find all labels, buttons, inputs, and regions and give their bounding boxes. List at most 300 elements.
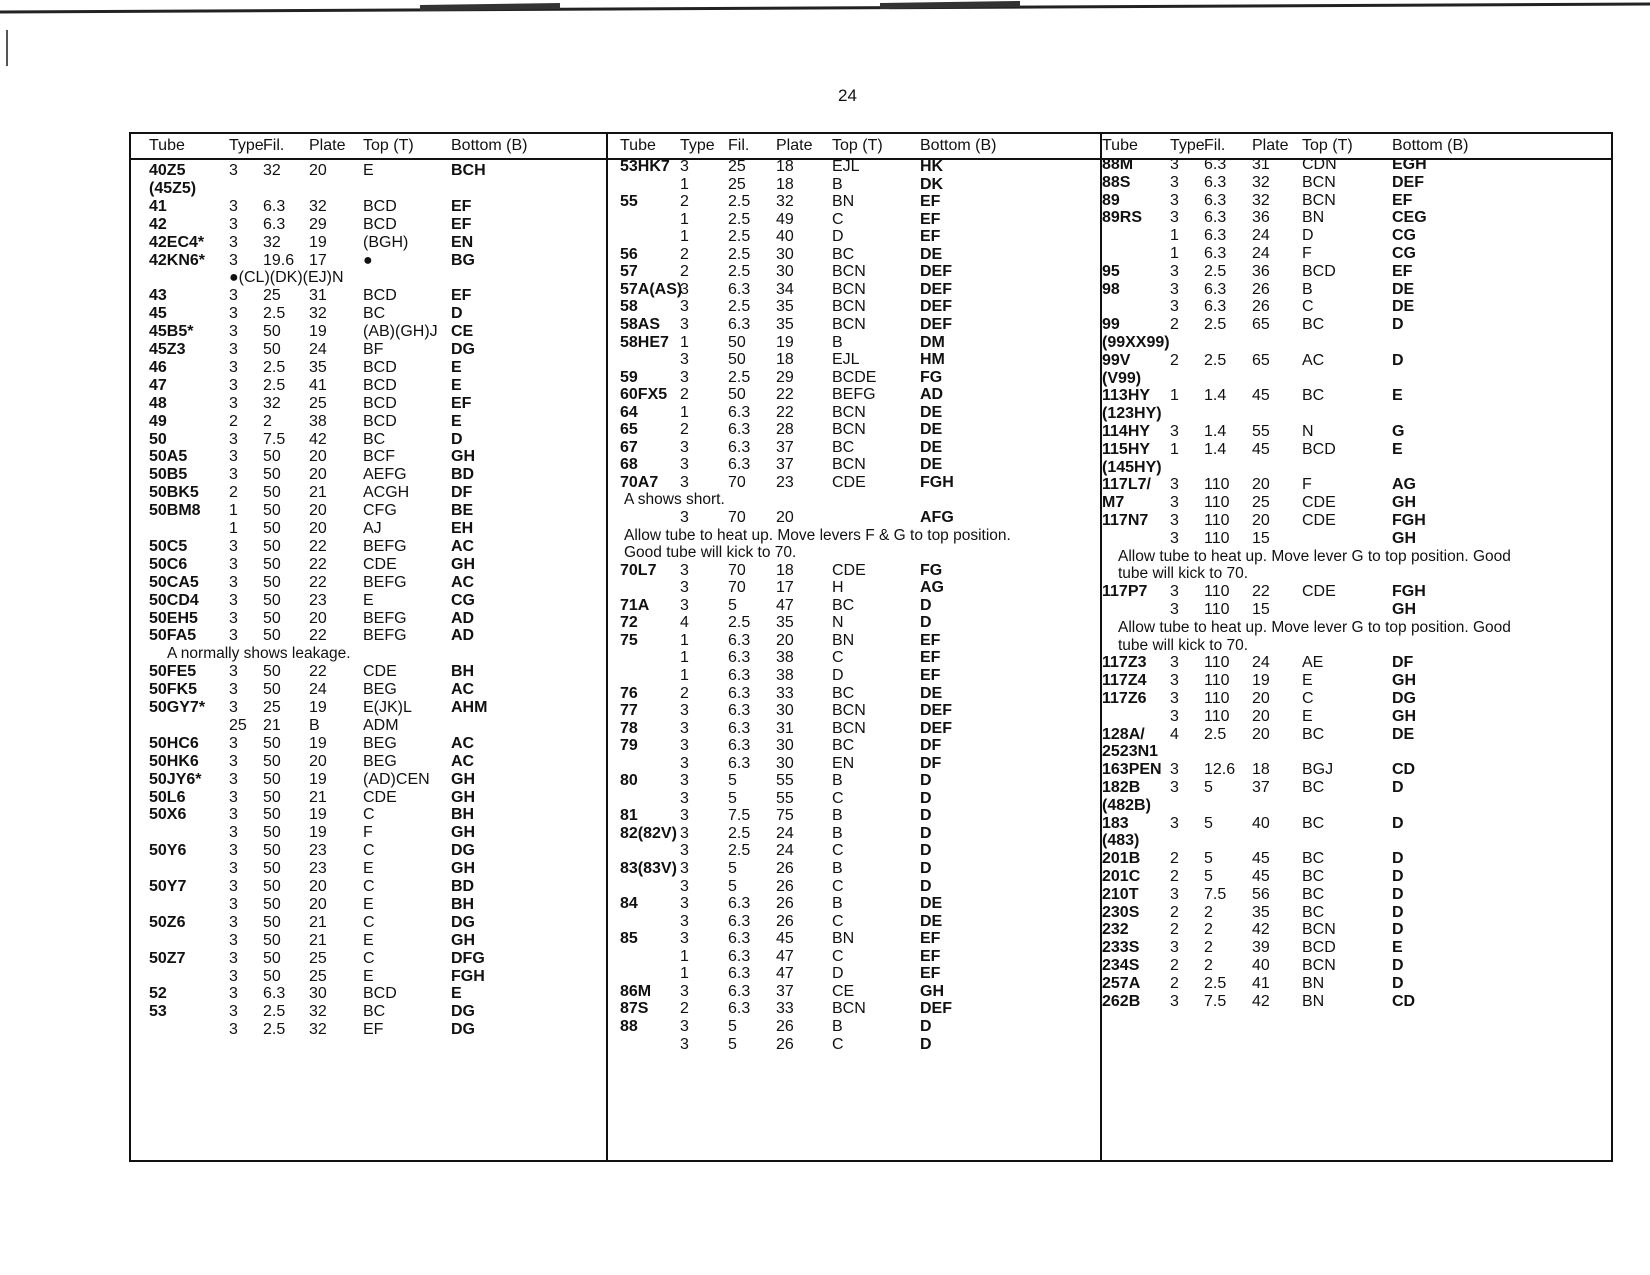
cell-tube: 89RS xyxy=(1102,209,1143,227)
cell-bottom: GH xyxy=(920,982,944,1000)
cell-top: BCN xyxy=(1302,173,1336,191)
table-row xyxy=(608,983,1100,1001)
cell-bottom: BD xyxy=(451,878,475,895)
table-row xyxy=(1102,850,1611,868)
cell-bottom: CEG xyxy=(1392,209,1427,227)
cell-tube: (99XX99) xyxy=(1102,334,1170,351)
table-row xyxy=(1102,815,1611,833)
cell-plate: 35 xyxy=(776,315,794,333)
cell-tube: 50FA5 xyxy=(149,627,197,645)
cell-top: ACGH xyxy=(363,484,410,502)
cell-fil: 50 xyxy=(263,770,281,788)
cell-plate: 41 xyxy=(309,376,327,394)
table-row xyxy=(131,824,606,842)
cell-type: 2 xyxy=(680,193,689,211)
cell-top: BCD xyxy=(363,394,397,412)
cell-type: 3 xyxy=(680,719,689,737)
cell-tube: 59 xyxy=(620,368,638,386)
cell-fil: 70 xyxy=(728,509,746,526)
cell-plate: 23 xyxy=(309,842,327,860)
cell-bottom: DE xyxy=(920,912,943,930)
cell-plate: B xyxy=(309,716,320,734)
cell-type: 1 xyxy=(680,631,689,649)
cell-plate: 41 xyxy=(1252,974,1270,992)
cell-tube: 88 xyxy=(620,1017,638,1035)
cell-bottom: CG xyxy=(1392,245,1416,262)
cell-tube: 50B5 xyxy=(149,466,188,484)
cell-tube: 50X6 xyxy=(149,806,187,824)
table-row xyxy=(131,1003,606,1021)
cell-tube: 50JY6* xyxy=(149,770,202,788)
cell-fil: 32 xyxy=(263,162,281,179)
cell-fil: 70 xyxy=(728,561,746,579)
cell-tube: 85 xyxy=(620,930,638,948)
cell-bottom: DK xyxy=(920,175,944,193)
cell-tube: 55 xyxy=(620,193,638,211)
cell-top: B xyxy=(1302,280,1313,298)
table-row xyxy=(1102,352,1611,370)
cell-type: 3 xyxy=(680,789,689,807)
cell-tube: 98 xyxy=(1102,280,1120,298)
table-row xyxy=(1102,601,1611,619)
page-number: 24 xyxy=(838,86,857,105)
cell-type: 3 xyxy=(229,394,238,412)
cell-bottom: BH xyxy=(451,895,475,913)
table-row xyxy=(1102,334,1611,352)
cell-fil: 2.5 xyxy=(728,210,751,228)
cell-tube: 115HY xyxy=(1102,440,1151,458)
cell-top: EN xyxy=(832,754,855,772)
cell-plate: 26 xyxy=(1252,280,1270,298)
cell-bottom: BH xyxy=(451,806,475,824)
table-row xyxy=(131,914,606,932)
table-row xyxy=(608,316,1100,334)
cell-plate: 45 xyxy=(1252,868,1270,885)
cell-bottom: GH xyxy=(451,931,475,949)
cell-fil: 50 xyxy=(263,448,281,466)
header-plate: Plate xyxy=(309,137,346,154)
cell-top: C xyxy=(363,949,375,967)
table-note: A shows short. xyxy=(624,491,725,509)
cell-plate: 38 xyxy=(776,649,794,667)
cell-top: BCD xyxy=(363,412,397,430)
cell-fil: 7.5 xyxy=(1204,885,1227,903)
cell-top: CDE xyxy=(832,561,866,579)
cell-tube: 50FE5 xyxy=(149,663,197,681)
cell-bottom: CD xyxy=(1392,992,1416,1010)
cell-bottom: AG xyxy=(1392,476,1416,494)
cell-tube: 64 xyxy=(620,403,638,421)
cell-type: 3 xyxy=(680,807,689,825)
cell-top: BCD xyxy=(363,358,397,376)
cell-tube: 50EH5 xyxy=(149,609,198,627)
cell-top: BCD xyxy=(1302,440,1336,458)
table-row xyxy=(131,896,606,914)
cell-top: F xyxy=(1302,476,1312,494)
cell-type: 2 xyxy=(680,684,689,702)
cell-type: 1 xyxy=(680,333,689,351)
cell-top: CDE xyxy=(363,663,397,681)
cell-fil: 2.5 xyxy=(1204,351,1227,369)
cell-top: BCN xyxy=(832,298,866,316)
cell-plate: 26 xyxy=(776,912,794,930)
cell-fil: 2.5 xyxy=(1204,725,1227,743)
cell-type: 3 xyxy=(1170,939,1179,957)
cell-fil: 2.5 xyxy=(728,842,751,860)
cell-fil: 2.5 xyxy=(728,193,751,211)
cell-type: 1 xyxy=(229,520,238,537)
cell-top: EF xyxy=(363,1021,384,1039)
cell-fil: 6.3 xyxy=(728,684,751,702)
cell-plate: 18 xyxy=(776,175,794,193)
cell-bottom: D xyxy=(920,596,932,614)
cell-fil: 110 xyxy=(1204,601,1230,618)
cell-plate: 37 xyxy=(776,456,794,474)
cell-tube: 201B xyxy=(1102,850,1141,868)
table-row xyxy=(131,985,606,1003)
cell-tube: 50L6 xyxy=(149,788,186,806)
cell-type: 3 xyxy=(680,982,689,1000)
table-row xyxy=(131,878,606,896)
cell-plate: 32 xyxy=(309,1003,327,1021)
cell-top: BCD xyxy=(363,985,397,1003)
cell-tube: 89 xyxy=(1102,191,1120,209)
cell-fil: 6.3 xyxy=(263,197,286,215)
cell-tube: 230S xyxy=(1102,903,1140,921)
cell-type: 1 xyxy=(1170,387,1179,405)
cell-fil: 2 xyxy=(263,412,272,430)
cell-top: C xyxy=(832,210,844,228)
cell-type: 3 xyxy=(1170,262,1179,280)
cell-top: BCD xyxy=(363,287,397,305)
cell-bottom: AG xyxy=(920,579,944,597)
table-row xyxy=(1102,298,1611,316)
cell-bottom: EF xyxy=(920,649,941,667)
cell-tube: 88M xyxy=(1102,156,1134,173)
table-row xyxy=(608,193,1100,211)
cell-fil: 50 xyxy=(263,967,281,985)
cell-top: E xyxy=(363,162,374,179)
cell-type: 1 xyxy=(680,965,689,983)
column-header xyxy=(608,134,1100,160)
cell-fil: 5 xyxy=(728,789,737,807)
table-row xyxy=(1102,957,1611,975)
table-row xyxy=(131,860,606,878)
cell-tube: 50FK5 xyxy=(149,681,198,699)
cell-fil: 110 xyxy=(1204,707,1230,725)
cell-plate: 17 xyxy=(309,251,327,269)
cell-plate: 65 xyxy=(1252,316,1270,334)
cell-fil: 2.5 xyxy=(263,305,286,323)
cell-top: CDE xyxy=(1302,583,1336,601)
cell-fil: 5 xyxy=(728,1017,737,1035)
cell-fil: 6.3 xyxy=(263,985,286,1003)
cell-top: BCD xyxy=(363,376,397,394)
table-row xyxy=(1102,654,1611,672)
cell-type: 2 xyxy=(680,386,689,404)
cell-type: 2 xyxy=(1170,957,1179,974)
table-row xyxy=(1102,743,1611,761)
cell-bottom: DG xyxy=(451,1021,475,1039)
table-row xyxy=(608,878,1100,896)
cell-fil: 110 xyxy=(1204,476,1230,494)
cell-fil: 6.3 xyxy=(1204,156,1227,173)
table-row xyxy=(1102,156,1611,174)
header-tube: Tube xyxy=(149,137,185,154)
table-row xyxy=(1102,832,1611,850)
cell-plate: 15 xyxy=(1252,529,1270,547)
header-tube: Tube xyxy=(620,137,656,154)
cell-top: BC xyxy=(832,596,855,614)
table-row xyxy=(131,359,606,377)
table-row xyxy=(608,965,1100,983)
cell-type: 3 xyxy=(680,579,689,597)
cell-fil: 6.3 xyxy=(1204,227,1227,245)
cell-top: AEFG xyxy=(363,466,407,484)
cell-type: 3 xyxy=(1170,583,1179,601)
cell-bottom: D xyxy=(920,772,932,790)
cell-top: E xyxy=(363,895,374,913)
cell-type: 1 xyxy=(680,649,689,667)
cell-fil: 70 xyxy=(728,579,746,597)
cell-tube: 45B5* xyxy=(149,323,194,341)
cell-tube: 76 xyxy=(620,684,638,702)
cell-plate: 21 xyxy=(309,931,327,949)
cell-type: 3 xyxy=(229,323,238,341)
cell-bottom: D xyxy=(920,1017,932,1035)
cell-tube: 50C6 xyxy=(149,555,188,573)
cell-type: 3 xyxy=(229,734,238,752)
cell-plate: 24 xyxy=(1252,245,1270,262)
table-row xyxy=(1102,708,1611,726)
cell-type: 3 xyxy=(680,860,689,877)
cell-tube: 50CA5 xyxy=(149,573,199,591)
cell-top: BCF xyxy=(363,448,395,466)
cell-top: BC xyxy=(1302,885,1325,903)
cell-plate: 55 xyxy=(776,772,794,790)
cell-top: BC xyxy=(832,438,855,456)
cell-bottom: DE xyxy=(920,421,943,439)
cell-bottom: DF xyxy=(451,484,473,502)
table-row xyxy=(131,484,606,502)
cell-tube: 233S xyxy=(1102,939,1140,957)
cell-bottom: EGH xyxy=(1392,156,1427,173)
cell-type: 3 xyxy=(680,280,689,298)
cell-type: 4 xyxy=(1170,725,1179,743)
cell-type: 2 xyxy=(680,1000,689,1018)
cell-bottom: HM xyxy=(920,351,945,369)
cell-top: C xyxy=(363,913,375,931)
cell-plate: 30 xyxy=(776,245,794,263)
table-row xyxy=(131,574,606,592)
cell-plate: 19 xyxy=(776,333,794,351)
cell-plate: 20 xyxy=(1252,512,1270,529)
cell-fil: 6.3 xyxy=(728,719,751,737)
cell-fil: 50 xyxy=(263,913,281,931)
cell-plate: 75 xyxy=(776,807,794,825)
cell-top: BCN xyxy=(832,1000,866,1018)
cell-type: 3 xyxy=(680,158,689,175)
cell-fil: 6.3 xyxy=(728,649,751,667)
table-row xyxy=(131,699,606,717)
cell-bottom: EF xyxy=(451,215,472,233)
cell-plate: 22 xyxy=(309,555,327,573)
cell-plate: 26 xyxy=(776,877,794,895)
cell-bottom: AD xyxy=(920,386,944,404)
cell-plate: 23 xyxy=(309,591,327,609)
cell-type: 1 xyxy=(1170,227,1179,245)
cell-plate: 25 xyxy=(1252,494,1270,512)
cell-plate: 39 xyxy=(1252,939,1270,957)
cell-bottom: AC xyxy=(451,752,475,770)
cell-bottom: DE xyxy=(1392,725,1415,743)
cell-tube: 75 xyxy=(620,631,638,649)
cell-plate: 19 xyxy=(309,770,327,788)
table-row xyxy=(608,597,1100,615)
cell-fil: 19.6 xyxy=(263,251,295,269)
cell-fil: 6.3 xyxy=(728,280,751,298)
cell-bottom: AD xyxy=(451,609,475,627)
cell-type: 3 xyxy=(680,930,689,948)
cell-tube: 99V xyxy=(1102,351,1131,369)
cell-fil: 5 xyxy=(728,1035,737,1053)
cell-fil: 6.3 xyxy=(728,456,751,474)
table-row xyxy=(1102,387,1611,405)
cell-type: 3 xyxy=(680,824,689,842)
cell-type: 2 xyxy=(1170,850,1179,868)
cell-tube: 57 xyxy=(620,263,638,281)
table-row xyxy=(131,538,606,556)
cell-type: 3 xyxy=(229,681,238,699)
cell-fil: 50 xyxy=(728,351,746,369)
cell-bottom: GH xyxy=(451,860,475,878)
cell-bottom: GH xyxy=(1392,672,1416,690)
cell-tube: 50 xyxy=(149,430,167,448)
table-row xyxy=(131,842,606,860)
table-row xyxy=(1102,975,1611,993)
cell-bottom: D xyxy=(920,842,932,860)
cell-tube: 50HC6 xyxy=(149,734,199,752)
cell-fil: 32 xyxy=(263,394,281,412)
cell-bottom: BH xyxy=(451,663,475,681)
cell-bottom: D xyxy=(1392,903,1404,921)
table-row xyxy=(1102,921,1611,939)
cell-plate: 40 xyxy=(1252,814,1270,832)
cell-fil: 5 xyxy=(1204,850,1213,868)
cell-bottom: DG xyxy=(451,1003,475,1021)
cell-plate: 35 xyxy=(1252,903,1270,921)
cell-top: BCD xyxy=(1302,939,1336,957)
cell-bottom: FGH xyxy=(1392,512,1426,529)
table-row xyxy=(131,1021,606,1039)
table-row xyxy=(608,263,1100,281)
cell-tube: 78 xyxy=(620,719,638,737)
cell-fil: 110 xyxy=(1204,583,1230,601)
cell-plate: 31 xyxy=(1252,156,1270,173)
cell-bottom: GH xyxy=(451,448,475,466)
table-row xyxy=(1102,512,1611,530)
cell-fil: 6.3 xyxy=(728,965,751,983)
table-note: Good tube will kick to 70. xyxy=(624,544,797,562)
cell-tube: 50Z7 xyxy=(149,949,186,967)
cell-type: 3 xyxy=(229,967,238,985)
cell-plate: 37 xyxy=(776,982,794,1000)
table-row xyxy=(608,649,1100,667)
cell-tube: 81 xyxy=(620,807,638,825)
cell-top: BC xyxy=(832,684,855,702)
cell-top: BC xyxy=(1302,316,1325,334)
cell-fil: 2 xyxy=(1204,903,1213,921)
cell-bottom: EF xyxy=(920,947,941,965)
cell-top: AC xyxy=(1302,351,1325,369)
cell-tube: 67 xyxy=(620,438,638,456)
table-row xyxy=(131,252,606,270)
cell-type: 1 xyxy=(1170,245,1179,262)
cell-bottom: D xyxy=(451,305,463,323)
cell-fil: 50 xyxy=(263,878,281,895)
cell-bottom: GH xyxy=(1392,529,1416,547)
cell-plate: 15 xyxy=(1252,601,1270,618)
cell-type: 3 xyxy=(680,1035,689,1053)
cell-plate: 47 xyxy=(776,596,794,614)
cell-top: BEFG xyxy=(363,537,407,555)
table-row xyxy=(608,1018,1100,1036)
cell-type: 3 xyxy=(229,824,238,842)
cell-top: BC xyxy=(1302,779,1325,796)
cell-fil: 6.3 xyxy=(263,215,286,233)
cell-plate: 20 xyxy=(1252,725,1270,743)
cell-tube: 71A xyxy=(620,596,650,614)
header-top: Top (T) xyxy=(832,137,883,154)
cell-bottom: DEF xyxy=(920,315,952,333)
cell-bottom: D xyxy=(920,789,932,807)
cell-tube: (V99) xyxy=(1102,369,1142,387)
cell-fil: 110 xyxy=(1204,654,1230,672)
cell-type: 2 xyxy=(680,263,689,281)
cell-plate: 19 xyxy=(309,824,327,842)
cell-fil: 25 xyxy=(263,287,281,305)
cell-tube: 82(82V) xyxy=(620,824,677,842)
cell-bottom: DEF xyxy=(1392,173,1424,191)
cell-top: BC xyxy=(832,737,855,755)
cell-type: 3 xyxy=(680,702,689,720)
cell-tube: 65 xyxy=(620,421,638,439)
cell-fil: 2.5 xyxy=(728,228,751,246)
cell-type: 3 xyxy=(229,287,238,305)
table-row xyxy=(131,431,606,449)
cell-top: D xyxy=(832,666,844,684)
cell-plate: 35 xyxy=(776,614,794,632)
cell-top: B xyxy=(832,772,843,790)
table-row xyxy=(1102,690,1611,708)
table-row xyxy=(608,158,1100,176)
cell-top: (AD)CEN xyxy=(363,770,430,788)
cell-type: 3 xyxy=(680,912,689,930)
table-row xyxy=(131,287,606,305)
table-row xyxy=(608,860,1100,878)
cell-type: 2 xyxy=(229,412,238,430)
cell-type: 3 xyxy=(229,197,238,215)
table-row xyxy=(131,735,606,753)
cell-fil: 50 xyxy=(263,949,281,967)
cell-fil: 110 xyxy=(1204,512,1230,529)
cell-fil: 110 xyxy=(1204,529,1230,547)
cell-plate: 55 xyxy=(776,789,794,807)
cell-top: BC xyxy=(1302,814,1325,832)
header-top: Top (T) xyxy=(363,137,414,154)
cell-top: CDE xyxy=(363,788,397,806)
cell-fil: 6.3 xyxy=(1204,191,1227,209)
